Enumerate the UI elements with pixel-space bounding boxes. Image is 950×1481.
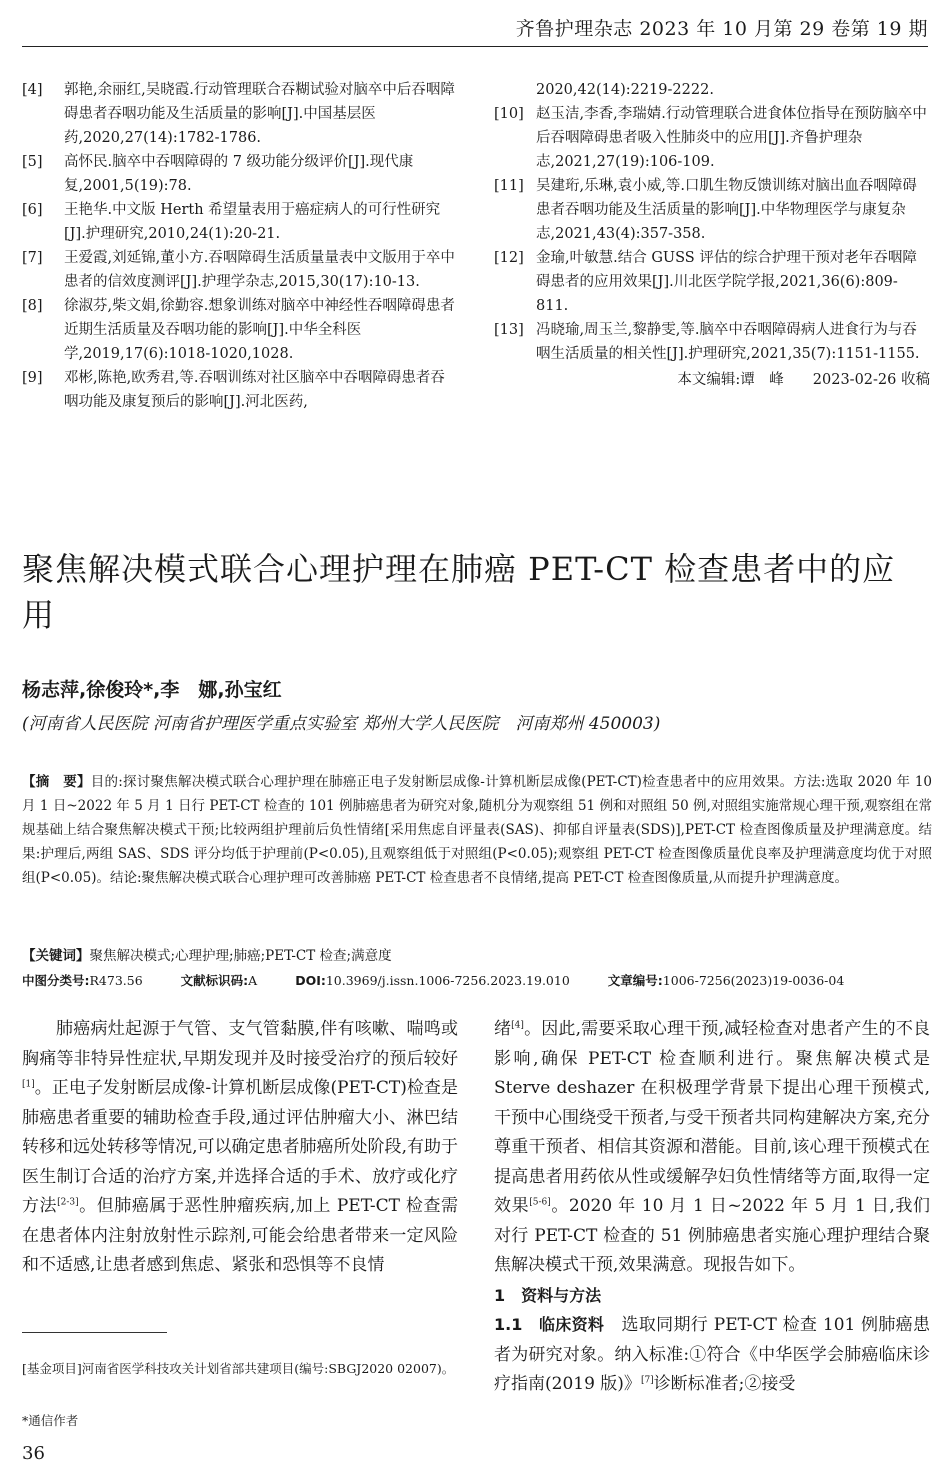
references-right-column [494,78,930,392]
article-authors: 杨志萍,徐俊玲*,李 娜,孙宝红 [22,679,282,701]
body-paragraph: 1.1 临床资料 选取同期行 PET-CT 检查 101 例肺癌患者为研究对象。纳入标准:①符合《中华医学会肺癌临床诊疗指南(2019 版)》[7]诊断标准者;②接受 [494,1315,930,1394]
body-left-column [22,1015,458,1281]
body-paragraph: 绪[4]。因此,需要采取心理干预,减轻检查对患者产生的不良影响,确保 PET-CT 检查顺利进行。聚焦解决模式是 Sterve deshazer 在积极理学背景下提出心理干预模式,干预中心围绕受干预者,与受干预者共同构建解决方案,充分尊重干预者、相信其资源和潜能。目前,该心理干预模式在提高患者用药依从性或缓解孕妇负性情绪等方面,取得一定效果[5-6]。2020 年 10 月 1 日~2022 年 5 月 1 日,我们对行 PET-CT 检查的 51 例肺癌患者实施心理护理结合聚焦解决模式干预,效果满意。现报告如下。 [494,1019,930,1275]
reference-item: [9] 邓彬,陈艳,欧秀君,等.吞咽训练对社区脑卒中吞咽障碍患者吞咽功能及康复预后的影响[J].河北医药, [22,370,445,410]
article-affiliation: (河南省人民医院 河南省护理医学重点实验室 郑州大学人民医院 河南郑州 450003) [22,714,661,734]
body-paragraph: 肺癌病灶起源于气管、支气管黏膜,伴有咳嗽、喘鸣或胸痛等非特异性症状,早期发现并及时接受治疗的预后较好[1]。正电子发射断层成像-计算机断层成像(PET-CT)检查是肺癌患者重要的辅助检查手段,通过评估肿瘤大小、淋巴结转移和远处转移等情况,可以确定患者肺癌所处阶段,有助于医生制订合适的治疗方案,并选择合适的手术、放疗或化疗方法[2-3]。但肺癌属于恶性肿瘤疾病,加上 PET-CT 检查需在患者体内注射放射性示踪剂,可能会给患者带来一定风险和不适感,让患者感到焦虑、紧张和恐惧等不良情 [22,1019,459,1275]
citation: [2-3] [57,1197,79,1208]
citation: [7] [640,1375,654,1386]
corresponding-author-footnote: *通信作者 [22,1413,79,1428]
doi: DOI:10.3969/j.issn.1006-7256.2023.19.010 [295,973,570,988]
citation: [5-6] [529,1197,551,1208]
header-rule [22,46,928,47]
reference-item: [10] 赵玉洁,李香,李瑞婧.行动管理联合进食体位指导在预防脑卒中后吞咽障碍患者吸入性肺炎中的应用[J].齐鲁护理杂志,2021,27(19):106-109. [494,106,927,170]
journal-header: 齐鲁护理杂志 2023 年 10 月第 29 卷第 19 期 [515,18,928,40]
references-left-column [22,78,458,414]
funding-footnote: [基金项目]河南省医学科技攻关计划省部共建项目(编号:SBGJ2020 02007)。 [22,1361,455,1376]
footnote-rule [22,1332,167,1333]
classification-line [22,970,932,992]
subsection-heading: 1.1 临床资料 [494,1315,605,1334]
reference-item: [4] 郭艳,余丽红,吴晓霞.行动管理联合吞糊试验对脑卒中后吞咽障碍患者吞咽功能及生活质量的影响[J].中国基层医药,2020,27(14):1782-1786. [22,82,455,146]
body-right-column [494,1015,930,1400]
reference-item: [11] 吴建珩,乐琳,袁小威,等.口肌生物反馈训练对脑出血吞咽障碍患者吞咽功能及生活质量的影响[J].中华物理医学与康复杂志,2021,43(4):357-358. [494,178,917,242]
reference-item: [6] 王艳华.中文版 Herth 希望量表用于癌症病人的可行性研究[J].护理研究,2010,24(1):20-21. [22,202,441,242]
reference-item: [7] 王爱霞,刘延锦,董小方.吞咽障碍生活质量量表中文版用于卒中患者的信效度测评[J].护理学杂志,2015,30(17):10-13. [22,250,455,290]
abstract [22,770,932,890]
page-number: 36 [22,1443,45,1464]
editor-signoff: 本文编辑:谭 峰 2023-02-26 收稿 [677,372,930,388]
abstract-label: 【摘 要】 [22,774,91,790]
keywords [22,944,932,968]
reference-item: [12] 金瑜,叶敏慧.结合 GUSS 评估的综合护理干预对老年吞咽障碍患者的应用效果[J].川北医学院学报,2021,36(6):809-811. [494,250,917,314]
reference-item: [8] 徐淑芬,柴文娟,徐勤容.想象训练对脑卒中神经性吞咽障碍患者近期生活质量及吞咽功能的影响[J].中华全科医学,2019,17(6):1018-1020,1028. [22,298,455,362]
abstract-text: 目的:探讨聚焦解决模式联合心理护理在肺癌正电子发射断层成像-计算机断层成像(PET-CT)检查患者中的应用效果。方法:选取 2020 年 10 月 1 日~2022 年 5 月 1 日行 PET-CT 检查的 101 例肺癌患者为研究对象,随机分为观察组 51 例和对照组 50 例,对照组实施常规心理干预,观察组在常规基础上结合聚焦解决模式干预;比较两组护理前后负性情绪[采用焦虑自评量表(SAS)、抑郁自评量表(SDS)],PET-CT 检查图像质量及护理满意度。结果:护理后,两组 SAS、SDS 评分均低于护理前(P<0.05),且观察组低于对照组(P<0.05);观察组 PET-CT 检查图像质量优良率及护理满意度均优于对照组(P<0.05)。结论:聚焦解决模式联合心理护理可改善肺癌 PET-CT 检查患者不良情绪,提高 PET-CT 检查图像质量,从而提升护理满意度。 [22,774,932,886]
article-number: 文章编号:1006-7256(2023)19-0036-04 [607,973,845,988]
reference-continuation: 2020,42(14):2219-2222. [536,82,714,98]
document-code: 文献标识码:A [180,973,258,988]
citation: [1] [22,1079,35,1090]
reference-item: [5] 高怀民.脑卒中吞咽障碍的 7 级功能分级评价[J].现代康复,2001,5(19):78. [22,154,414,194]
clc-number: 中图分类号:R473.56 [22,973,143,988]
keywords-label: 【关键词】 [22,948,90,964]
section-heading: 1 资料与方法 [494,1285,602,1305]
keywords-text: 聚焦解决模式;心理护理;肺癌;PET-CT 检查;满意度 [89,948,392,964]
citation: [4] [511,1020,524,1031]
article-title: 聚焦解决模式联合心理护理在肺癌 PET-CT 检查患者中的应用 [22,550,896,634]
reference-item: [13] 冯晓瑜,周玉兰,黎静雯,等.脑卒中吞咽障碍病人进食行为与吞咽生活质量的相关性[J].护理研究,2021,35(7):1151-1155. [494,322,920,362]
